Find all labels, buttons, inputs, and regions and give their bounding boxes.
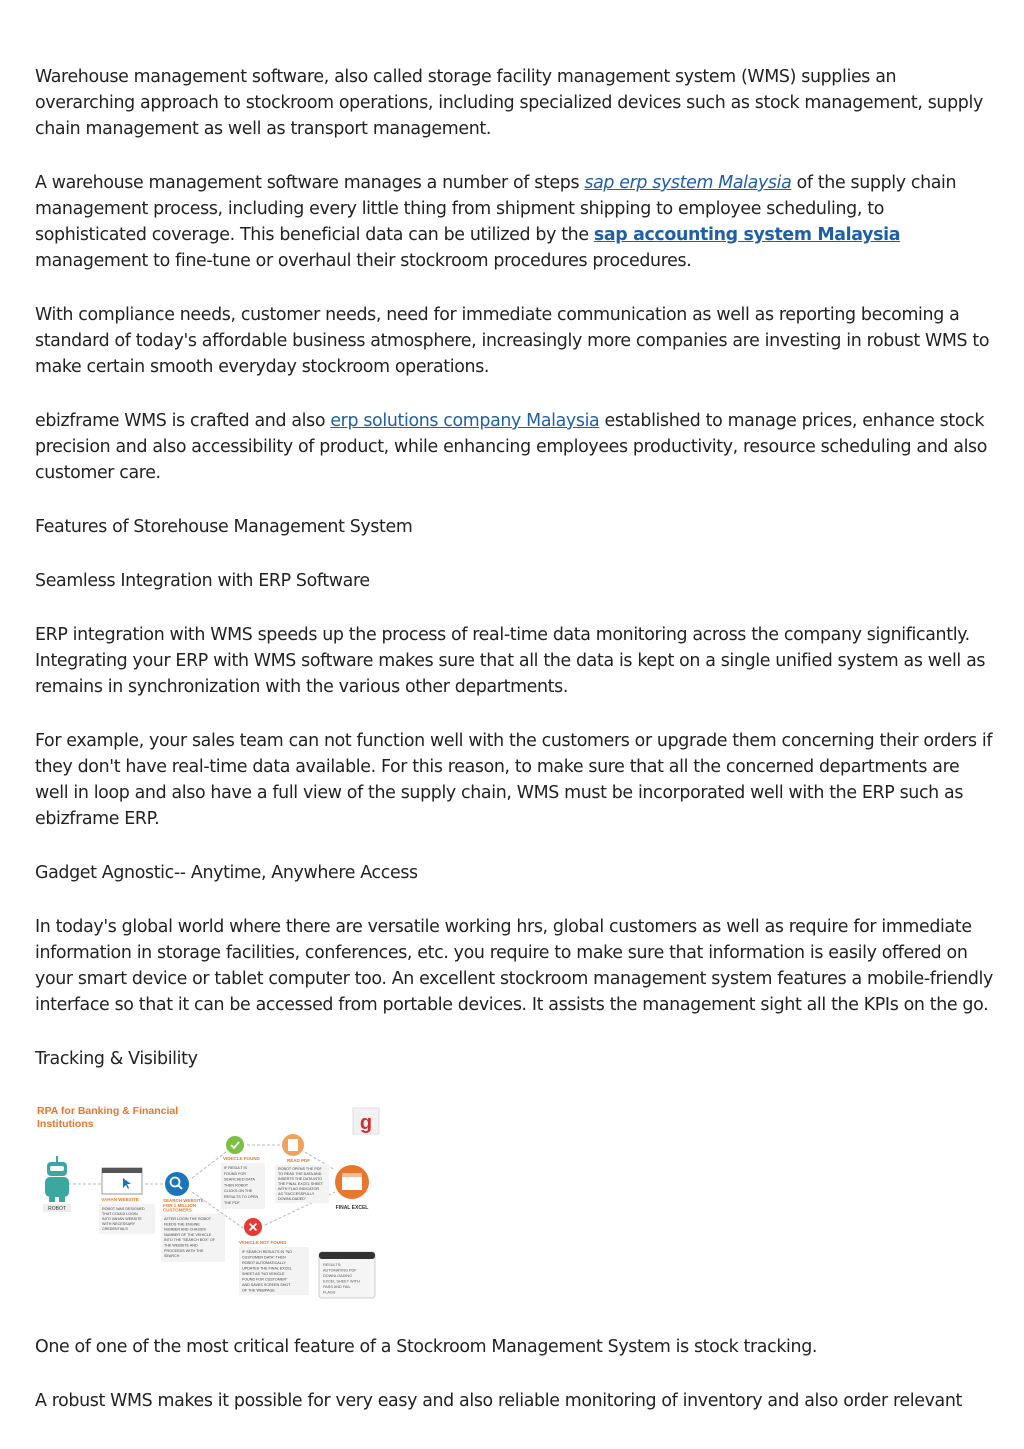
robot-icon bbox=[45, 1156, 69, 1202]
logo-icon: g bbox=[359, 1112, 373, 1134]
figure-note-line: NUMBER AND CHASSIS bbox=[164, 1227, 206, 1232]
figure-note-line: SHEET AS "NO VEHICLE bbox=[242, 1272, 285, 1276]
figure-note-line: FEEDS THE ENGINE bbox=[164, 1222, 200, 1227]
figure-note-line: IF SEARCH RESULTS IN "NO bbox=[242, 1250, 293, 1254]
text-segment: of the supply chain management process, including every little thing from shipment shipping to employee scheduling, to sophisticated coverage. This beneficial data can be utilized by the bbox=[35, 173, 957, 245]
figure-note-line: FOR 1 MILLION bbox=[163, 1202, 196, 1208]
vehicle-not-found-label: VEHICLE NOT FOUND bbox=[239, 1240, 287, 1245]
pdf-page bbox=[288, 1139, 298, 1151]
figure-title-line2: Institutions bbox=[37, 1118, 94, 1130]
figure-title-line1: RPA for Banking & Financial bbox=[37, 1105, 179, 1117]
rpa-infographic-svg bbox=[35, 1100, 380, 1300]
figure-note-line: AFTER LOGIN THE ROBOT bbox=[164, 1217, 212, 1221]
figure-note-line: INSERTS THE DATA INTO bbox=[278, 1177, 323, 1181]
read-pdf-label: READ PDF bbox=[287, 1158, 311, 1163]
figure-note-line: WITH NECESSARY bbox=[102, 1222, 136, 1226]
figure-note-line: RESULTS TO OPEN bbox=[224, 1195, 259, 1199]
text-segment: established to manage prices, enhance stock precision and also accessibility of product, while enhancing employees productivity, resource scheduling and also customer care. bbox=[35, 411, 988, 483]
figure-note-line: THEN ROBOT bbox=[224, 1183, 249, 1188]
vehicle-not-found-note bbox=[242, 1250, 292, 1293]
figure-note-line: AUTOMATING PDF bbox=[323, 1268, 357, 1273]
figure-note-line: RESULTS: bbox=[323, 1263, 342, 1267]
vahan-label: VAHAN WEBSITE bbox=[101, 1197, 139, 1202]
link-sap-accounting-system[interactable]: sap accounting system Malaysia bbox=[593, 225, 901, 245]
text-segment: management to fine-tune or overhaul their stockroom procedures procedures. bbox=[35, 251, 692, 271]
figure-note-line: WITH FLAG INDICATOR bbox=[278, 1187, 320, 1191]
vahan-window-bar bbox=[102, 1168, 142, 1173]
heading-tracking: Tracking & Visibility bbox=[35, 1049, 198, 1069]
figure-note-line: EXCEL SHEET WITH bbox=[323, 1279, 360, 1284]
figure-note-line: TO READ THE DATA AND bbox=[278, 1172, 322, 1176]
figure-note-line: UPDATES THE FINAL EXCEL bbox=[242, 1266, 292, 1271]
robot-label: ROBOT bbox=[48, 1206, 66, 1212]
paragraph-intro: Warehouse management software, also called storage facility management system (WMS) supplies an overarching approach to stockroom operations, including specialized devices such as stock management, supply chain management as well as transport management. bbox=[35, 67, 983, 139]
figure-note-line: OF THE WEBPAGE bbox=[242, 1288, 275, 1293]
paragraph-example: For example, your sales team can not function well with the customers or upgrade them concerning their orders if they don't have real-time data available. For this reason, to make sure that all the concerned departments are well in loop and also have a full view of the supply chain, WMS must be incorporated well with the ERP such as ebizframe ERP. bbox=[35, 731, 993, 829]
paragraph-robust-wms: A robust WMS makes it possible for very easy and also reliable monitoring of inventory and also order relevant bbox=[35, 1391, 962, 1411]
figure-note-line: DOWNLOADED" bbox=[278, 1197, 307, 1201]
paragraph-global-world: In today's global world where there are versatile working hrs, global customers as well as require for immediate information in storage facilities, conferences, etc. you require to make sure that information is easily offered on your smart device or tablet computer too. An excellent stockroom management system features a mobile-friendly interface so that it can be accessed from portable devices. It assists the management sight all the KPIs on the go. bbox=[35, 917, 993, 1015]
figure-note-line: ROBOT WAS DESIGNED bbox=[102, 1207, 145, 1211]
figure-note-line: FOUND FOR bbox=[224, 1171, 246, 1176]
search-icon bbox=[165, 1172, 189, 1196]
heading-gadget-agnostic: Gadget Agnostic-- Anytime, Anywhere Access bbox=[35, 863, 418, 883]
final-excel-label: FINAL EXCEL bbox=[335, 1205, 369, 1211]
paragraph-ebizframe bbox=[35, 408, 995, 486]
figure-note-line: CLICKS ON THE bbox=[224, 1189, 253, 1194]
figure-note-line: CUSTOMERS bbox=[163, 1207, 192, 1213]
figure-note-line: NUMBER OF THE VEHICLE bbox=[164, 1232, 212, 1237]
figure-note-line: AND SAVES SCREEN SHOT bbox=[242, 1283, 291, 1287]
heading-features: Features of Storehouse Management System bbox=[35, 517, 413, 537]
figure-note-line: SEARCH bbox=[164, 1254, 180, 1259]
text-segment: A warehouse management software manages a number of steps bbox=[35, 173, 585, 193]
figure-note-line: DOWNLOADING bbox=[323, 1274, 353, 1278]
figure-note-line: FOUND FOR CUSTOMER" bbox=[242, 1277, 288, 1282]
text-segment: ebizframe WMS is crafted and also bbox=[35, 411, 331, 431]
paragraph-compliance: With compliance needs, customer needs, need for immediate communication as well as reporting becoming a standard of today's affordable business atmosphere, increasingly more companies are investing in robust WMS to make certain smooth everyday stockroom operations. bbox=[35, 305, 990, 377]
figure-note-line: THE PDF bbox=[224, 1200, 240, 1205]
link-sap-erp-system[interactable]: sap erp system Malaysia bbox=[584, 173, 792, 193]
figure-note-line: PASS AND FAIL bbox=[323, 1285, 351, 1289]
figure-note-line: ROBOT AUTOMATICALLY bbox=[242, 1261, 286, 1265]
figure-note-line: AS "SUCCESSFULLY bbox=[278, 1192, 315, 1196]
paragraph-erp-integration: ERP integration with WMS speeds up the process of real-time data monitoring across the company significantly. Integrating your ERP with WMS software makes sure that all the data is kept on a single unified system as well as remains in synchronization with the various other departments. bbox=[35, 625, 986, 697]
search-label bbox=[163, 1198, 204, 1213]
figure-note-line: ROBOT OPENS THE PDF bbox=[278, 1167, 322, 1171]
figure-note-line: INTO THE "SEARCH BOX" OF bbox=[164, 1238, 216, 1243]
heading-integration: Seamless Integration with ERP Software bbox=[35, 571, 370, 591]
figure-note-line: CUSTOMER DATA" THEN bbox=[242, 1255, 286, 1260]
figure-note-line: FLAGS bbox=[323, 1290, 336, 1295]
figure-note-line: SEARCHED DATA bbox=[224, 1177, 255, 1182]
excel-header bbox=[342, 1173, 362, 1177]
figure-note-line: THAT COULD LOGIN bbox=[102, 1212, 138, 1216]
vehicle-found-label: VEHICLE FOUND bbox=[223, 1156, 260, 1161]
rpa-infographic bbox=[35, 1100, 380, 1300]
figure-note-line: SEARCH WEBSITE bbox=[163, 1198, 204, 1203]
paragraph-steps bbox=[35, 170, 995, 274]
paragraph-stock-tracking: One of one of the most critical feature of a Stockroom Management System is stock tracking. bbox=[35, 1337, 818, 1357]
figure-note-line: PROCEEDS WITH THE bbox=[164, 1248, 204, 1253]
figure-note-line: INTO VAHAN WEBSITE bbox=[102, 1217, 142, 1221]
check-icon bbox=[226, 1136, 244, 1154]
link-erp-solutions-company[interactable]: erp solutions company Malaysia bbox=[330, 411, 600, 431]
figure-note-line: THE WEBSITE AND bbox=[164, 1243, 198, 1248]
document-body bbox=[35, 64, 995, 1442]
results-panel-bar bbox=[319, 1252, 375, 1259]
figure-note-line: IF RESULT IS bbox=[224, 1166, 248, 1170]
figure-note-line: CREDENTIALS bbox=[102, 1227, 128, 1231]
figure-note-line: THE FINAL EXCEL SHEET bbox=[278, 1182, 324, 1186]
